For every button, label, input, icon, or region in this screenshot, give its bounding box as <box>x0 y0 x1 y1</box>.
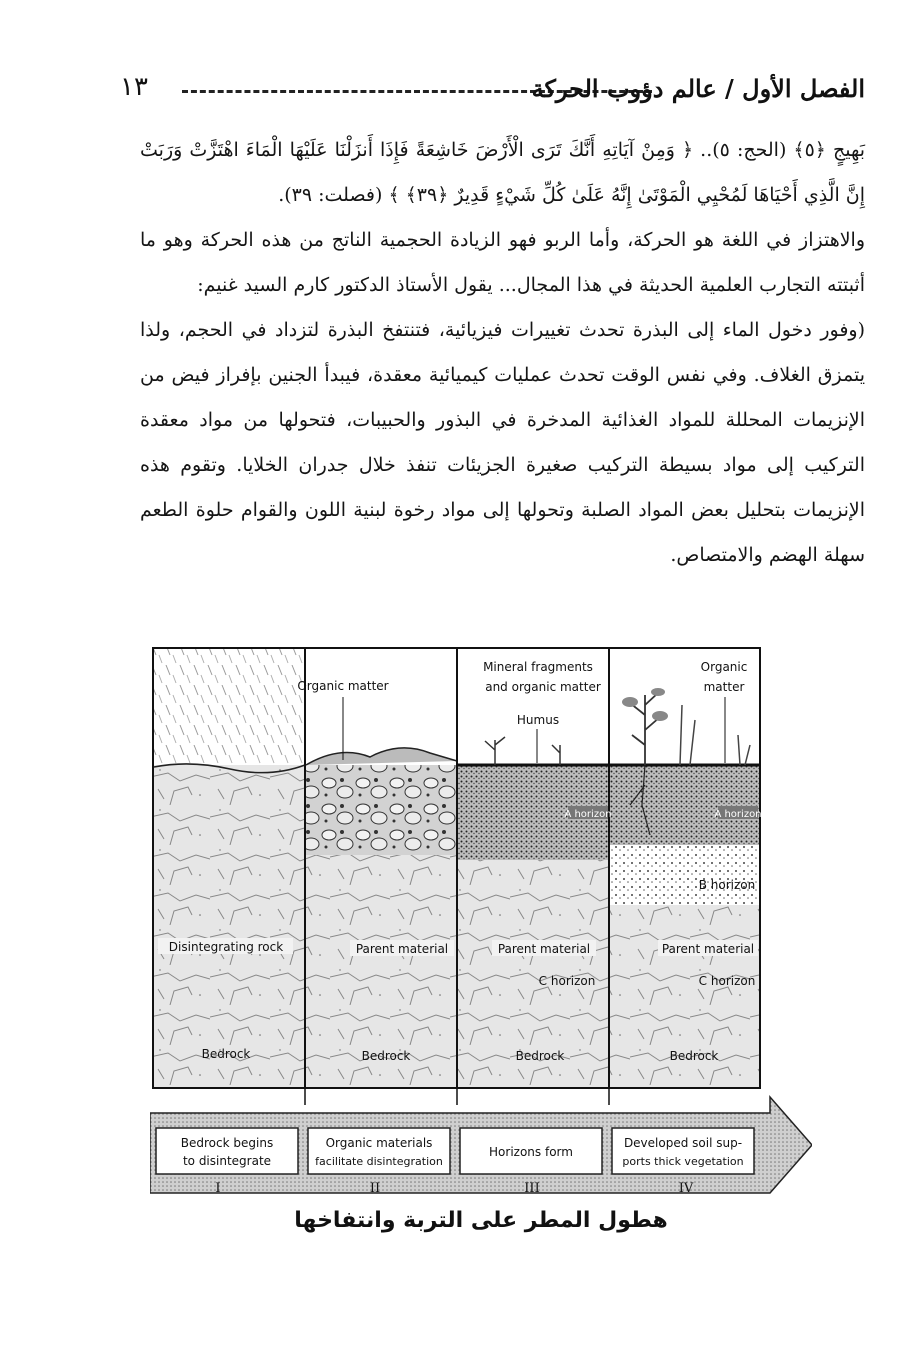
label-a-horizon-4: A horizon <box>714 809 762 820</box>
label-bedrock-3: Bedrock <box>515 1049 565 1063</box>
chapter-title: الفصل الأول / عالم دؤوب الحركة <box>531 74 865 103</box>
label-and-organic-matter: and organic matter <box>485 680 601 694</box>
label-mineral-fragments: Mineral fragments <box>483 660 593 674</box>
page-header <box>120 68 865 108</box>
paragraph-quotation: (وفور دخول الماء إلى البذرة تحدث تغييرات فيزيائية، فتنتفخ البذرة لتزداد في الحجم، ولذا يتمزق الغلاف. وفي نفس الوقت تحدث عمليات كيميائية معقدة، فيبدأ الجنين بإفراز فيض من الإنزيمات المحللة للمواد الغذائية المدخرة في البذور والحبيبات، فتحولها من مواد معقدة التركيب إلى مواد بسيطة التركيب صغيرة الجزيئات تنفذ خلال جدران الخلايا. وتقوم هذه الإنزيمات بتحليل بعض المواد الصلبة وتحولها إلى مواد رخوة لبنية اللون والقوام حلوة الطعم سهلة الهضم والامتصاص. <box>140 319 865 566</box>
stage-2-line-2: facilitate disintegration <box>315 1155 443 1168</box>
label-a-horizon-3: A horizon <box>564 809 612 820</box>
label-humus: Humus <box>516 713 560 727</box>
body-text <box>140 128 865 578</box>
stage-4-line-2: ports thick vegetation <box>622 1155 744 1168</box>
label-b-horizon: B horizon <box>698 878 756 892</box>
stage-numeral-4: IV <box>678 1181 694 1196</box>
page-number: ١٣ <box>120 72 148 102</box>
panel-1 <box>154 649 305 1087</box>
stage-4-line-1: Developed soil sup- <box>623 1136 743 1150</box>
stage-1-line-1: Bedrock begins <box>180 1136 274 1150</box>
label-c-horizon-4: C horizon <box>698 974 756 988</box>
soil-formation-diagram <box>150 645 812 1205</box>
label-bedrock-4: Bedrock <box>669 1049 719 1063</box>
label-matter: matter <box>703 680 745 694</box>
soil-formation-figure <box>150 645 812 1205</box>
stage-1-line-2: to disintegrate <box>182 1154 272 1168</box>
paragraph-explanation: والاهتزاز في اللغة هو الحركة، وأما الربو فهو الزيادة الحجمية الناتج من هذه الحركة وهو ما أثبتته التجارب العلمية الحديثة في هذا المجال... يقول الأستاذ الدكتور كارم السيد غنيم: <box>140 229 865 296</box>
panel-3 <box>458 737 612 1087</box>
label-parent-material-2: Parent material <box>355 942 449 956</box>
stage-3-line-1: Horizons form <box>489 1145 573 1159</box>
stage-numeral-2: II <box>369 1181 381 1196</box>
label-bedrock-1: Bedrock <box>201 1047 251 1061</box>
figure-caption: هطول المطر على التربة وانتفاخها <box>294 1208 668 1233</box>
quran-verse-paragraph: بَهِيجٍ ﴿٥﴾ (الحج: ٥).. ﴿ وَمِنْ آيَاتِهِ أَنَّكَ تَرَى الْأَرْضَ خَاشِعَةً فَإِذَا أَنزَلْنَا عَلَيْهَا الْمَاءَ اهْتَزَّتْ وَرَبَتْ إِنَّ الَّذِي أَحْيَاهَا لَمُحْيِي الْمَوْتَىٰ إِنَّهُ عَلَىٰ كُلِّ شَيْءٍ قَدِيرٌ ﴿٣٩﴾ ﴾ (فصلت: ٣٩). <box>140 139 866 206</box>
label-bedrock-2: Bedrock <box>361 1049 411 1063</box>
label-disintegrating-rock: Disintegrating rock <box>168 940 284 954</box>
label-parent-material-3: Parent material <box>497 942 591 956</box>
stage-numeral-3: III <box>524 1181 540 1196</box>
label-organic: Organic <box>700 660 748 674</box>
stage-2-line-1: Organic materials <box>325 1136 433 1150</box>
label-parent-material-4: Parent material <box>661 942 755 956</box>
panel-2 <box>306 748 457 1087</box>
stage-numeral-1: I <box>215 1181 221 1196</box>
label-organic-matter: Organic matter <box>297 679 389 693</box>
label-c-horizon-3: C horizon <box>538 974 596 988</box>
